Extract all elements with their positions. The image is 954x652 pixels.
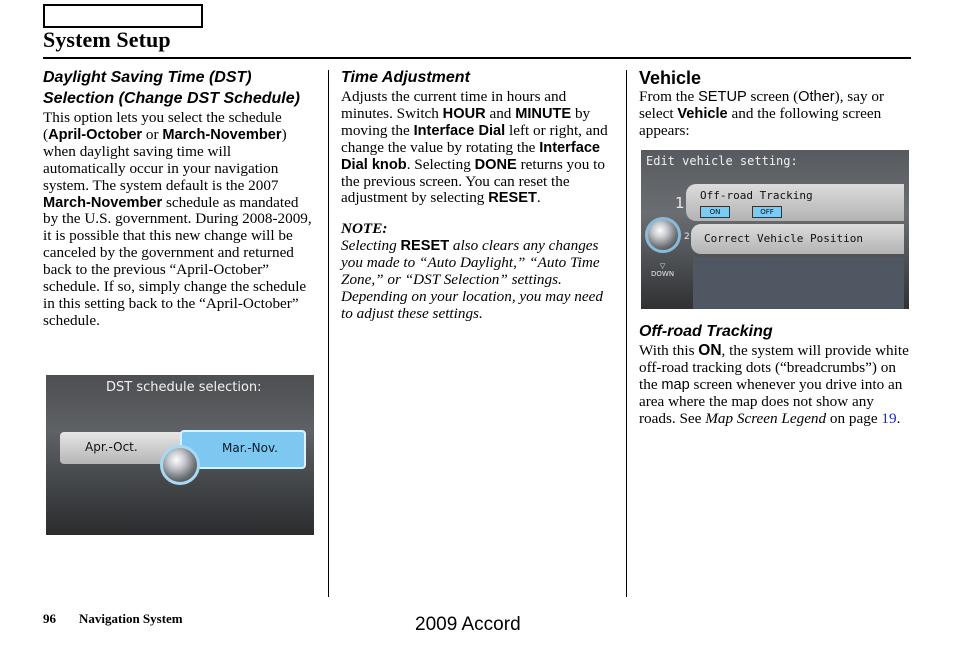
text: . — [536, 189, 541, 207]
keyword: RESET — [400, 238, 450, 255]
keyword: MINUTE — [515, 105, 572, 122]
text: by moving the — [341, 104, 591, 139]
keyword: DONE — [474, 156, 517, 173]
mar-nov-label: Mar.-Nov. — [222, 441, 278, 455]
text: Adjusts the current time in hours and minutes. Switch — [341, 88, 567, 122]
page-link[interactable]: 19 — [881, 409, 897, 427]
on-button: ON — [700, 206, 730, 218]
offroad-paragraph — [639, 343, 911, 428]
text: and — [485, 104, 516, 122]
keyword: Interface Dial — [413, 122, 506, 139]
down-arrow-icon: ▽ — [659, 262, 666, 270]
header-tab-box — [43, 4, 203, 28]
page-title: System Setup — [43, 27, 171, 52]
off-button: OFF — [752, 206, 782, 218]
column-divider-2 — [626, 70, 627, 597]
screen-word: map — [661, 376, 690, 393]
note-heading: NOTE: — [341, 220, 388, 238]
text: With this — [639, 342, 699, 359]
text: Selecting — [341, 237, 401, 255]
keyword: HOUR — [442, 105, 486, 122]
screen-word: Other — [798, 89, 835, 105]
column-time — [341, 67, 613, 323]
keyword: March-November — [43, 194, 163, 211]
reference-title: Map Screen Legend — [705, 409, 827, 427]
text: . Selecting — [406, 155, 475, 173]
down-label: DOWN — [651, 270, 675, 278]
text: ) when daylight saving time will automatically occur in your navigation system. The system default is the 2007 — [43, 125, 287, 194]
note-paragraph — [341, 238, 613, 323]
title-divider — [43, 57, 911, 59]
text: also clears any changes you made to “Auto Daylight,” “Auto Time Zone,” or “DST Selection” settings. Depending on your location, you may need to adjust these settings. — [341, 237, 603, 322]
text: This option lets you select the schedule ( — [43, 109, 282, 143]
footer-model: 2009 Accord — [415, 614, 521, 635]
keyword: Vehicle — [677, 105, 728, 122]
text: on page — [826, 409, 882, 427]
interface-dial-knob-icon — [645, 217, 681, 253]
offroad-heading: Off-road Tracking — [639, 323, 773, 340]
down-indicator — [651, 262, 674, 278]
text: , the system will provide white off-road tracking dots (“breadcrumbs”) on the — [639, 342, 909, 393]
time-heading: Time Adjustment — [341, 69, 470, 86]
text: returns you to the previous screen. You can reset the adjustment by selecting — [341, 155, 605, 207]
offroad-section — [639, 321, 911, 428]
offroad-tracking-option — [686, 184, 904, 221]
time-paragraph — [341, 89, 613, 207]
vehicle-paragraph — [639, 89, 911, 140]
interface-dial-knob-icon — [160, 445, 200, 485]
dst-heading: Daylight Saving Time (DST) Selection (Change DST Schedule) — [43, 69, 300, 107]
text: . — [896, 409, 901, 427]
column-divider-1 — [328, 70, 329, 597]
correct-position-label: Correct Vehicle Position — [704, 232, 863, 245]
offroad-tracking-label: Off-road Tracking — [700, 189, 813, 202]
apr-oct-label: Apr.-Oct. — [85, 440, 138, 454]
column-vehicle — [639, 67, 911, 140]
text: ), say or select — [639, 88, 885, 122]
vehicle-screen-title: Edit vehicle setting: — [646, 154, 798, 168]
keyword: ON — [698, 342, 722, 359]
text: left or right, and change the value by rotating the — [341, 121, 608, 156]
vehicle-heading: Vehicle — [639, 68, 702, 88]
option-number-1: 1 — [675, 194, 685, 212]
keyword: RESET — [488, 190, 537, 207]
keyword: March-November — [162, 126, 282, 143]
dst-screen-title: DST schedule selection: — [106, 380, 262, 395]
vehicle-screen-image — [641, 150, 909, 309]
text: schedule as mandated by the U.S. government. During 2008-2009, it is possible that this new change will be canceled by the government and returned back to the previous “April-October” schedule. If so, simply change the schedule in this setting back to the “April-October” schedule. — [43, 193, 312, 329]
column-dst — [43, 67, 315, 330]
page-number: 96 — [43, 611, 56, 626]
dst-screen-image — [46, 375, 314, 535]
footer-section: Navigation System — [79, 611, 183, 626]
text: screen ( — [746, 88, 799, 105]
screen-word: SETUP — [698, 89, 747, 105]
keyword: Interface Dial knob — [341, 139, 601, 173]
option-number-2: 2 — [684, 232, 690, 242]
text: or — [142, 125, 163, 143]
text: screen whenever you drive into an area where the map does not show any roads. See — [639, 375, 903, 427]
text: and the following screen appears: — [639, 104, 882, 139]
correct-position-option — [691, 224, 904, 254]
keyword: April-October — [48, 126, 143, 143]
dst-paragraph — [43, 110, 315, 330]
map-preview — [693, 257, 904, 309]
text: From the — [639, 88, 699, 105]
